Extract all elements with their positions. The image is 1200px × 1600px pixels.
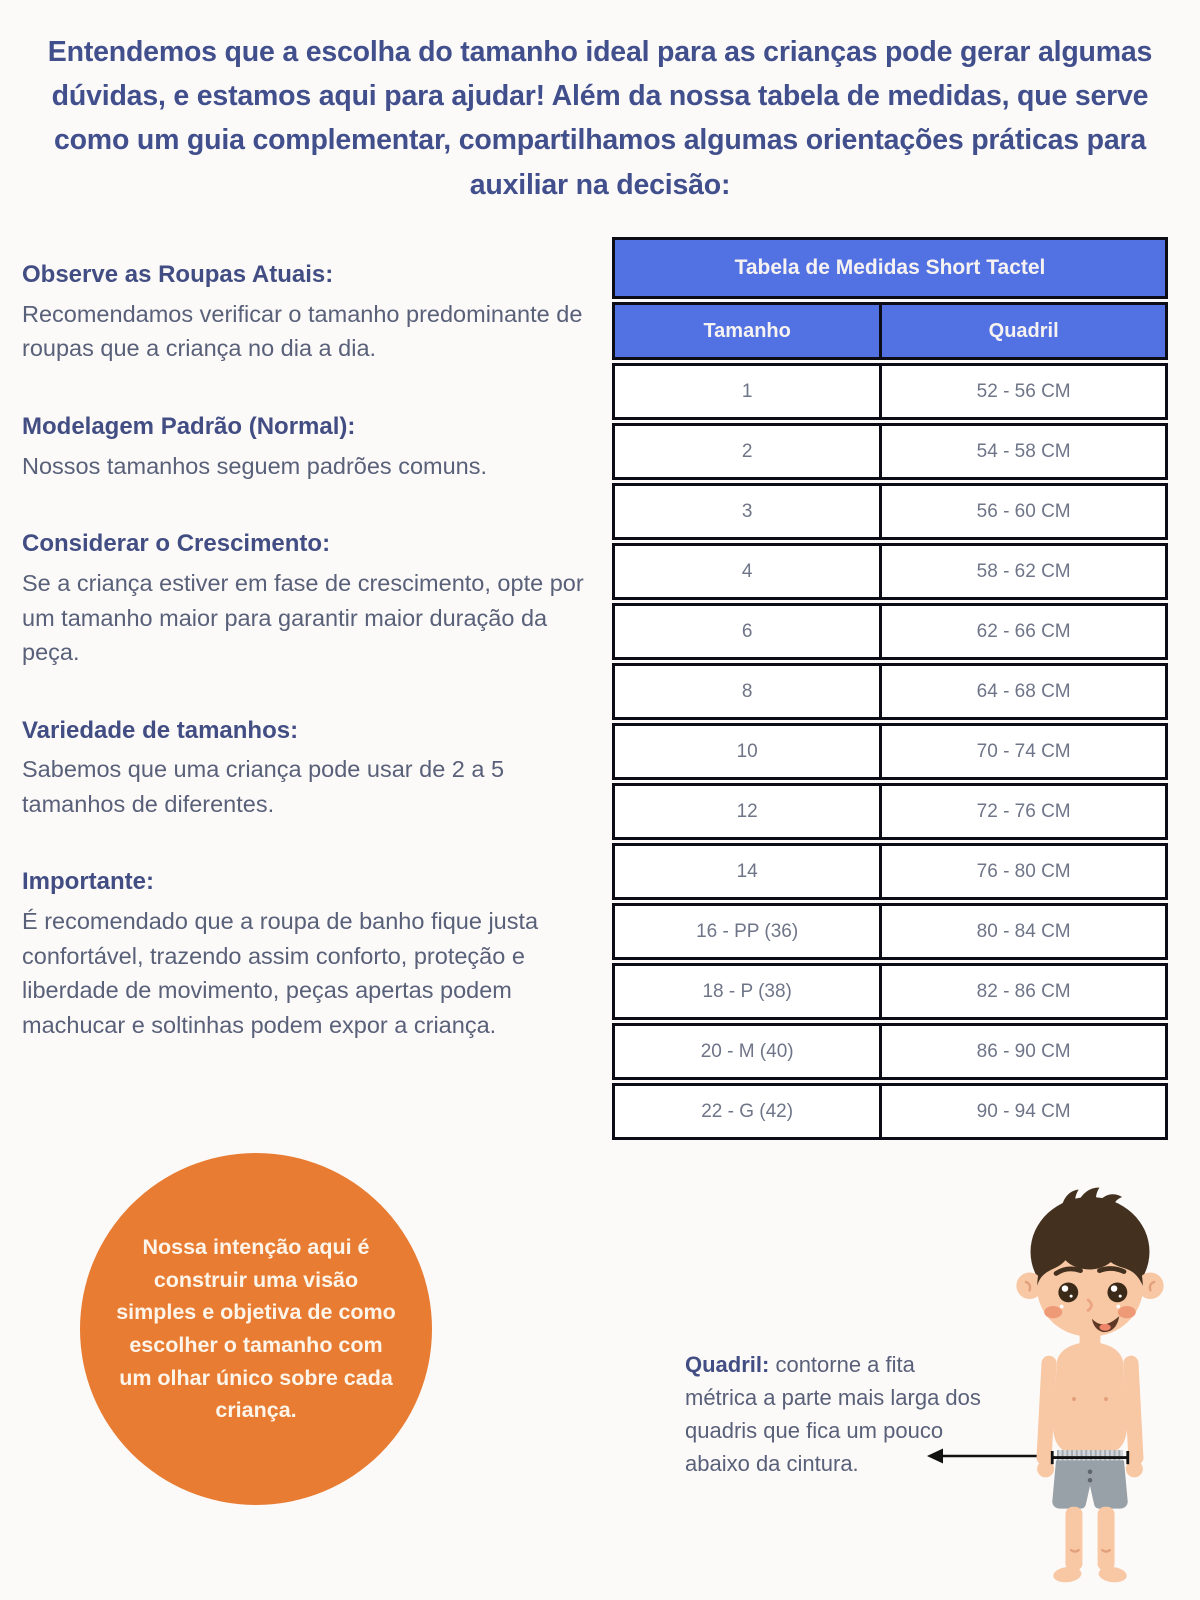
intro-headline: Entendemos que a escolha do tamanho ideal para as crianças pode gerar algumas dúvidas, e estamos aqui para ajudar! Além da nossa tabela de medidas, que serve como um guia complementar, compartilhamos algumas orientações práticas para auxiliar na decisão: [47, 36, 1153, 201]
guideline-section [22, 865, 590, 1042]
size-table-row [612, 1083, 1168, 1140]
guideline-body: Recomendamos verificar o tamanho predominante de roupas que a criança no dia a dia. [22, 300, 583, 362]
quadril-cell: 54 - 58 CM [976, 440, 1071, 462]
guideline-section [22, 410, 590, 483]
quadril-cell: 64 - 68 CM [976, 680, 1071, 702]
guideline-section [22, 527, 590, 669]
quadril-cell: 90 - 94 CM [976, 1100, 1071, 1122]
guideline-heading: Considerar o Crescimento: [22, 530, 331, 558]
size-table-col-quadril: Quadril [882, 305, 1165, 357]
quadril-note-label: Quadril: [685, 1352, 770, 1377]
tamanho-cell: 2 [615, 426, 882, 477]
guideline-section [22, 258, 590, 366]
guideline-heading: Importante: [22, 868, 154, 896]
quadril-cell: 62 - 66 CM [976, 620, 1071, 642]
quadril-cell: 56 - 60 CM [976, 500, 1071, 522]
guideline-heading: Observe as Roupas Atuais: [22, 261, 334, 288]
size-table-row [612, 363, 1168, 420]
tamanho-cell: 16 - PP (36) [615, 906, 882, 957]
size-table-row [612, 423, 1168, 480]
intent-circle [80, 1153, 432, 1505]
guideline-body: Se a criança estiver em fase de crescimento, opte por um tamanho maior para garantir maior duração da peça. [22, 569, 584, 666]
size-table-title: Tabela de Medidas Short Tactel [612, 237, 1168, 299]
size-table-row [612, 603, 1168, 660]
size-table-body [612, 363, 1168, 1140]
size-table-header-row [612, 302, 1168, 360]
tamanho-cell: 22 - G (42) [615, 1086, 882, 1137]
size-table-row [612, 843, 1168, 900]
quadril-note-text: contorne a fita métrica a parte mais larga dos quadris que fica um pouco abaixo da cintura. [685, 1352, 981, 1476]
tamanho-cell: 4 [615, 546, 882, 597]
tamanho-cell: 12 [615, 786, 882, 837]
tamanho-cell: 18 - P (38) [615, 966, 882, 1017]
size-table-col-tamanho: Tamanho [615, 305, 882, 357]
quadril-cell: 86 - 90 CM [976, 1040, 1071, 1062]
quadril-cell: 76 - 80 CM [976, 860, 1071, 882]
tamanho-cell: 10 [615, 726, 882, 777]
guideline-section [22, 714, 590, 822]
size-table-row [612, 783, 1168, 840]
size-table-row [612, 1023, 1168, 1080]
guideline-body: Nossos tamanhos seguem padrões comuns. [22, 452, 488, 479]
quadril-cell: 82 - 86 CM [976, 980, 1071, 1002]
quadril-cell: 52 - 56 CM [976, 380, 1071, 402]
quadril-cell: 72 - 76 CM [976, 800, 1071, 822]
size-table-row [612, 723, 1168, 780]
tamanho-cell: 6 [615, 606, 882, 657]
size-table-row [612, 663, 1168, 720]
tamanho-cell: 1 [615, 366, 882, 417]
guideline-heading: Variedade de tamanhos: [22, 716, 299, 744]
tamanho-cell: 8 [615, 666, 882, 717]
quadril-cell: 70 - 74 CM [976, 740, 1071, 762]
tamanho-cell: 3 [615, 486, 882, 537]
quadril-cell: 58 - 62 CM [976, 560, 1071, 582]
size-table-row [612, 903, 1168, 960]
boy-illustration [1005, 1180, 1175, 1586]
intent-circle-text: Nossa intenção aqui é construir uma visão simples e objetiva de como escolher o tamanho com um olhar único sobre cada criança. [116, 1234, 396, 1423]
size-table-row [612, 543, 1168, 600]
size-table-row [612, 963, 1168, 1020]
guideline-body: É recomendado que a roupa de banho fique justa confortável, trazendo assim conforto, proteção e liberdade de movimento, peças apertas podem machucar e soltinhas podem expor a criança. [22, 908, 539, 1038]
tamanho-cell: 14 [615, 846, 882, 897]
guidelines-list [22, 258, 590, 1086]
tamanho-cell: 20 - M (40) [615, 1026, 882, 1077]
guideline-heading: Modelagem Padrão (Normal): [22, 412, 356, 440]
size-table [612, 237, 1168, 1140]
quadril-cell: 80 - 84 CM [976, 920, 1071, 942]
size-table-row [612, 483, 1168, 540]
guideline-body: Sabemos que uma criança pode usar de 2 a 5 tamanhos de diferentes. [22, 756, 505, 817]
